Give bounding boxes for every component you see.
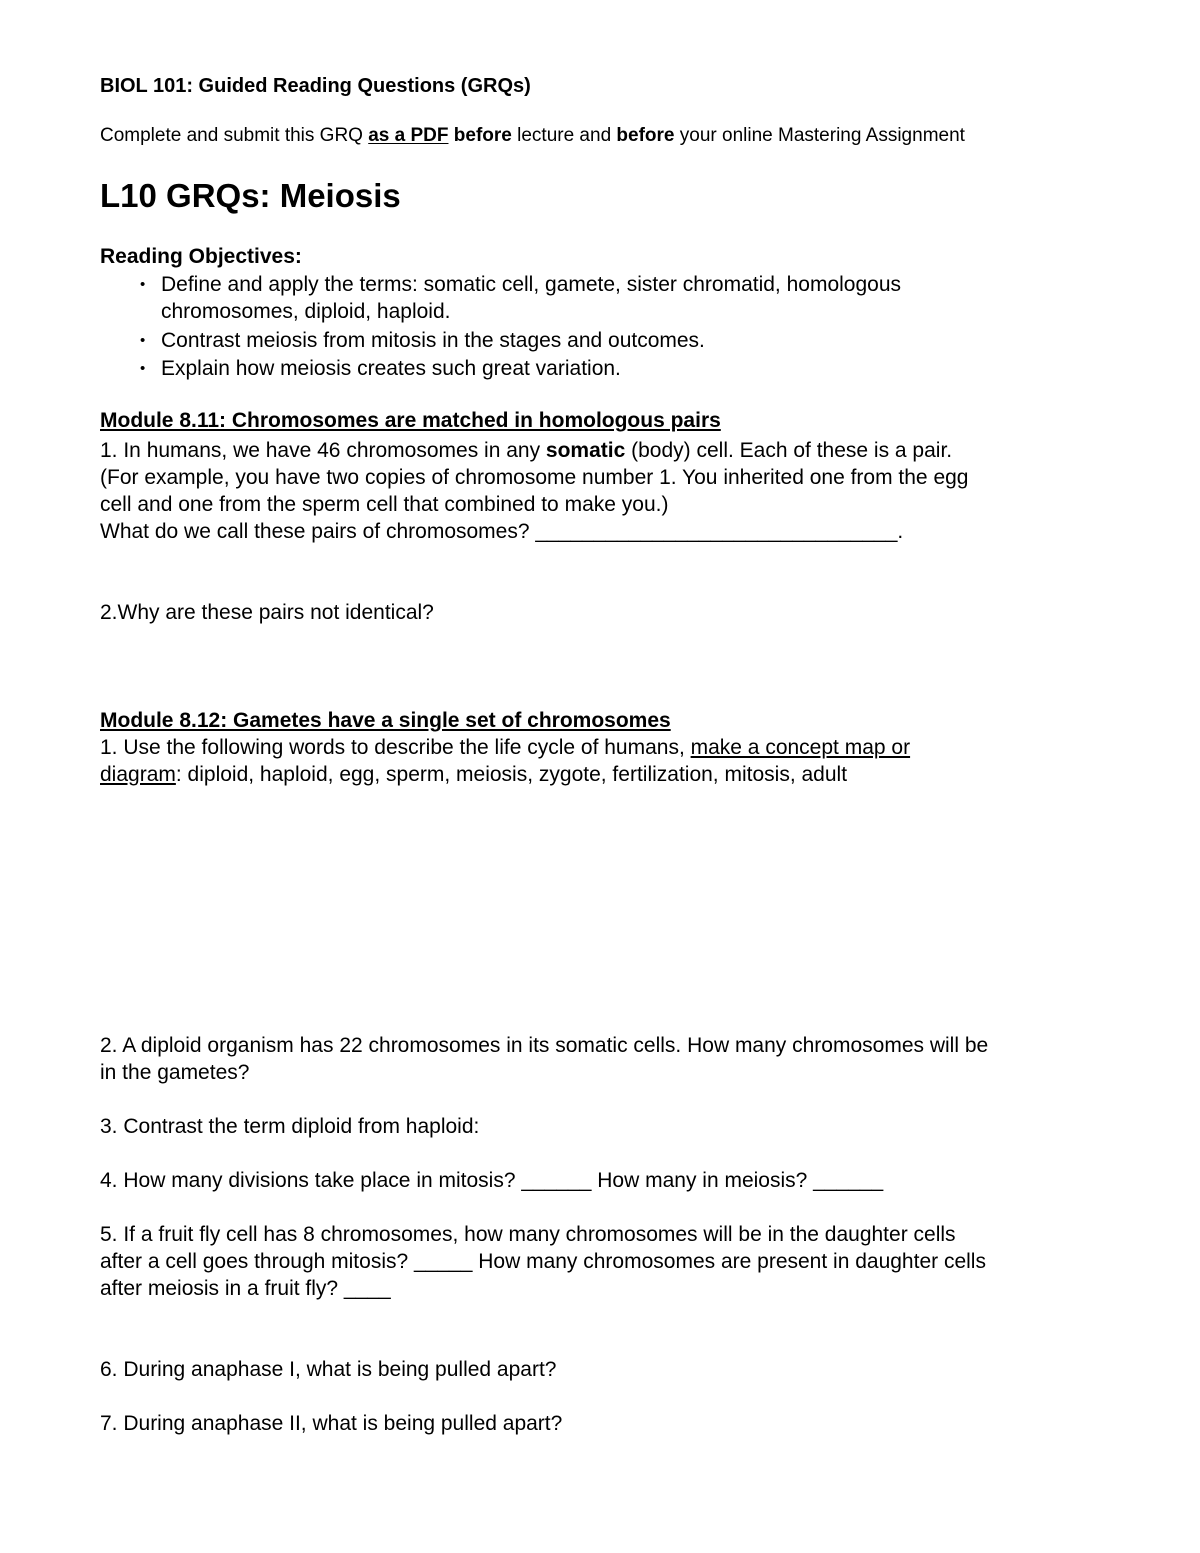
instructions-before: before xyxy=(616,125,675,146)
module-heading: Module 8.12: Gametes have a single set of chromosomes xyxy=(100,709,671,732)
instructions-text: your online Mastering Assignment xyxy=(674,125,965,146)
instructions-text: Complete and submit this GRQ xyxy=(100,125,369,146)
question-text-underlined: diagram xyxy=(100,763,176,786)
question-text: 6. During anaphase I, what is being pulled apart? xyxy=(100,1358,557,1381)
question-text-part: 1. Use the following words to describe the life cycle of humans, xyxy=(100,736,691,759)
question-text xyxy=(100,437,952,465)
question-text: after a cell goes through mitosis? _____ How many chromosomes are present in daughter cells xyxy=(100,1250,986,1273)
question-text: 4. How many divisions take place in mitosis? ______ How many in meiosis? ______ xyxy=(100,1169,884,1192)
submission-instructions xyxy=(100,122,965,150)
module-heading: Module 8.11: Chromosomes are matched in homologous pairs xyxy=(100,409,721,432)
bullet-icon: • xyxy=(140,276,146,293)
question-text xyxy=(100,734,910,762)
instructions-pdf: as a PDF xyxy=(368,125,449,146)
question-text-underlined: make a concept map or xyxy=(690,736,911,759)
bullet-icon: • xyxy=(140,360,146,377)
instructions-text: lecture and xyxy=(511,125,617,146)
question-text: 2.Why are these pairs not identical? xyxy=(100,601,434,624)
objective-item: Contrast meiosis from mitosis in the stages and outcomes. xyxy=(161,329,705,352)
question-text: What do we call these pairs of chromosomes? _______________________________. xyxy=(100,520,904,543)
objectives-heading: Reading Objectives: xyxy=(100,245,302,268)
question-text: in the gametes? xyxy=(100,1061,250,1084)
objective-item: Define and apply the terms: somatic cell, gamete, sister chromatid, homologous xyxy=(161,273,902,296)
question-text-bold: somatic xyxy=(545,439,626,462)
objective-item: chromosomes, diploid, haploid. xyxy=(161,300,451,323)
question-text xyxy=(100,761,847,789)
question-text: 3. Contrast the term diploid from haploid: xyxy=(100,1115,480,1138)
objective-item: Explain how meiosis creates such great variation. xyxy=(161,357,621,380)
page-title: L10 GRQs: Meiosis xyxy=(100,177,401,214)
question-text-part: : diploid, haploid, egg, sperm, meiosis, zygote, fertilization, mitosis, adult xyxy=(175,763,848,786)
question-text: (For example, you have two copies of chromosome number 1. You inherited one from the egg xyxy=(100,466,969,489)
course-title: BIOL 101: Guided Reading Questions (GRQs) xyxy=(100,75,531,97)
instructions-before: before xyxy=(453,125,512,146)
question-text: 2. A diploid organism has 22 chromosomes in its somatic cells. How many chromosomes will be xyxy=(100,1034,989,1057)
question-text: 7. During anaphase II, what is being pulled apart? xyxy=(100,1412,563,1435)
question-text-part: 1. In humans, we have 46 chromosomes in any xyxy=(100,439,546,462)
question-text-part: (body) cell. Each of these is a pair. xyxy=(625,439,953,462)
question-text: 5. If a fruit fly cell has 8 chromosomes, how many chromosomes will be in the daughter cells xyxy=(100,1223,956,1246)
question-text: after meiosis in a fruit fly? ____ xyxy=(100,1277,391,1300)
bullet-icon: • xyxy=(140,332,146,349)
question-text: cell and one from the sperm cell that combined to make you.) xyxy=(100,493,669,516)
